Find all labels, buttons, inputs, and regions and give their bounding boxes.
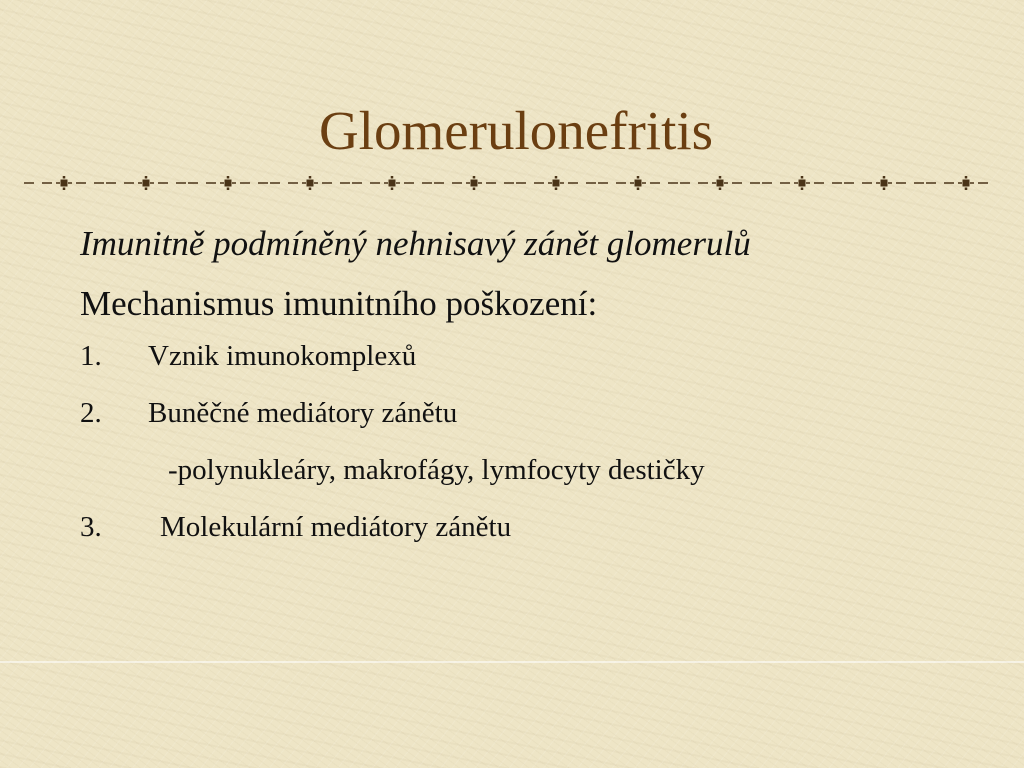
list-item [80, 336, 1000, 393]
decorative-divider [24, 176, 992, 190]
list-item-text: Molekulární mediátory zánětu [160, 511, 512, 543]
list-item-number: 3. [80, 511, 102, 543]
section-heading: Mechanismus imunitního poškození: [80, 284, 598, 323]
list-item [80, 507, 1000, 564]
subtitle-text: Imunitně podmíněný nehnisavý zánět glomerulů [80, 224, 751, 263]
slide-title: Glomerulonefritis [318, 100, 714, 161]
list-item-number: 2. [80, 397, 102, 429]
slide-body [80, 222, 1000, 564]
list-item-text: Buněčné mediátory zánětu [148, 397, 458, 429]
list-item [80, 393, 1000, 450]
list-item-text: Vznik imunokomplexů [148, 340, 417, 372]
sub-list-item: -polynukleáry, makrofágy, lymfocyty destičky [168, 454, 705, 486]
list-item-number: 1. [80, 340, 102, 372]
footer-divider [0, 661, 1024, 663]
